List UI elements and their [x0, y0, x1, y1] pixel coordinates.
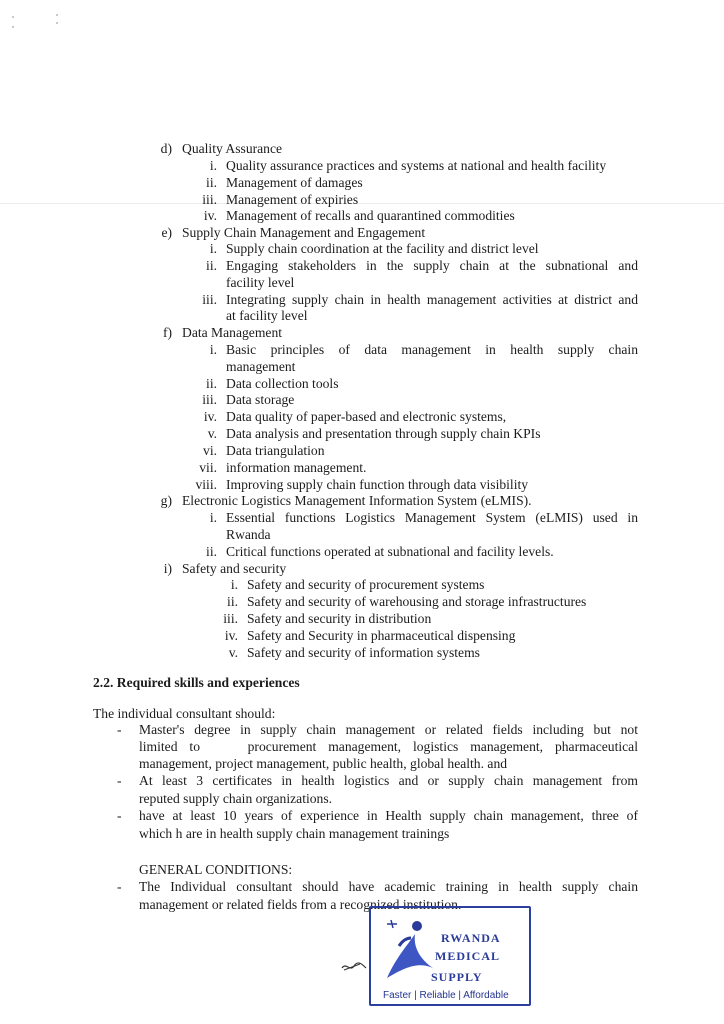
item-number: v.: [228, 645, 238, 660]
list-item: Data triangulation: [226, 443, 325, 458]
section-marker: g): [160, 493, 172, 508]
stamp-word-supply: SUPPLY: [431, 970, 483, 984]
general-conditions-heading: GENERAL CONDITIONS:: [139, 862, 293, 877]
bullet-text-continued: management or related fields from a recognized institution.: [139, 897, 462, 912]
item-number: viii.: [195, 477, 217, 492]
list-item: Data collection tools: [226, 376, 339, 391]
list-item-continued: Rwanda: [226, 527, 271, 542]
stamp-word-rwanda: RWANDA: [441, 931, 501, 945]
section-marker: i): [163, 561, 172, 576]
item-number: i.: [209, 510, 217, 525]
bullet-text-continued: reputed supply chain organizations.: [139, 791, 333, 806]
item-number: i.: [209, 342, 217, 357]
item-number: ii.: [206, 544, 217, 559]
list-item-continued: at facility level: [226, 308, 308, 323]
scan-artifact-line: [0, 203, 724, 204]
item-number: i.: [230, 577, 238, 592]
item-number: iv.: [203, 409, 217, 424]
bullet-dash: -: [117, 879, 122, 894]
bullet-dash: -: [117, 722, 122, 737]
bullet-text: At least 3 certificates in health logistics and or supply chain management from: [139, 773, 638, 788]
list-item: information management.: [226, 460, 367, 475]
item-number: v.: [207, 426, 217, 441]
scan-speck: [12, 26, 14, 28]
list-item: Data storage: [226, 392, 295, 407]
list-item-continued: facility level: [226, 275, 295, 290]
item-number: vi.: [203, 443, 217, 458]
list-item: Safety and Security in pharmaceutical dispensing: [247, 628, 516, 643]
list-item: Safety and security of procurement systems: [247, 577, 485, 592]
item-number: ii.: [227, 594, 238, 609]
list-item: Integrating supply chain in health management activities at district and: [226, 292, 638, 307]
bullet-text: The Individual consultant should have academic training in health supply chain: [139, 879, 638, 894]
list-item-continued: management: [226, 359, 296, 374]
list-item: Supply chain coordination at the facility and district level: [226, 241, 539, 256]
item-number: i.: [209, 158, 217, 173]
scan-speck: [56, 14, 58, 16]
item-number: ii.: [206, 175, 217, 190]
list-item: Engaging stakeholders in the supply chain at the subnational and: [226, 258, 638, 273]
list-item: Management of expiries: [226, 192, 359, 207]
bullet-text-continued: limited to procurement management, logistics management, pharmaceutical: [139, 739, 638, 754]
list-item: Basic principles of data management in health supply chain: [226, 342, 638, 357]
list-item: Data analysis and presentation through supply chain KPIs: [226, 426, 541, 441]
item-number: ii.: [206, 258, 217, 273]
bullet-dash: -: [117, 773, 122, 788]
intro-sentence: The individual consultant should:: [93, 706, 276, 721]
list-item: Safety and security of warehousing and storage infrastructures: [247, 594, 587, 609]
item-number: vii.: [199, 460, 217, 475]
section-title-supply-chain: Supply Chain Management and Engagement: [182, 225, 426, 240]
item-number: i.: [209, 241, 217, 256]
item-number: iii.: [202, 192, 217, 207]
section-marker: e): [161, 225, 172, 240]
bullet-text-continued: management, project management, public health, global health. and: [139, 756, 508, 771]
section-title-data-management: Data Management: [182, 325, 283, 340]
bullet-dash: -: [117, 808, 122, 823]
bullet-text-continued: which h are in health supply chain management trainings: [139, 826, 450, 841]
list-item: Safety and security of information systems: [247, 645, 480, 660]
list-item: Improving supply chain function through data visibility: [226, 477, 529, 492]
list-item: Data quality of paper-based and electronic systems,: [226, 409, 507, 424]
section-title-quality-assurance: Quality Assurance: [182, 141, 283, 156]
scan-speck: [56, 22, 58, 24]
section-heading-required-skills: 2.2. Required skills and experiences: [93, 675, 300, 690]
rwanda-medical-supply-stamp: [369, 906, 531, 1006]
list-item: Safety and security in distribution: [247, 611, 432, 626]
item-number: ii.: [206, 376, 217, 391]
list-item: Quality assurance practices and systems at national and health facility: [226, 158, 607, 173]
item-number: iii.: [223, 611, 238, 626]
stamp-tagline: Faster | Reliable | Affordable: [383, 990, 509, 1001]
rms-logo-icon: [377, 916, 437, 982]
bullet-text: have at least 10 years of experience in Health supply chain management, three of: [139, 808, 638, 823]
scan-speck: [12, 16, 14, 18]
section-title-safety: Safety and security: [182, 561, 287, 576]
item-number: iv.: [224, 628, 238, 643]
item-number: iii.: [202, 292, 217, 307]
section-marker: d): [160, 141, 172, 156]
bullet-text: Master's degree in supply chain management or related fields including but not: [139, 722, 638, 737]
list-item: Management of recalls and quarantined commodities: [226, 208, 515, 223]
pen-scribble: [340, 960, 368, 974]
item-number: iii.: [202, 392, 217, 407]
list-item: Critical functions operated at subnational and facility levels.: [226, 544, 554, 559]
stamp-word-medical: MEDICAL: [435, 949, 501, 963]
item-number: iv.: [203, 208, 217, 223]
section-title-elmis: Electronic Logistics Management Information System (eLMIS).: [182, 493, 532, 508]
list-item: Essential functions Logistics Management System (eLMIS) used in: [226, 510, 638, 525]
list-item: Management of damages: [226, 175, 363, 190]
section-marker: f): [162, 325, 172, 340]
